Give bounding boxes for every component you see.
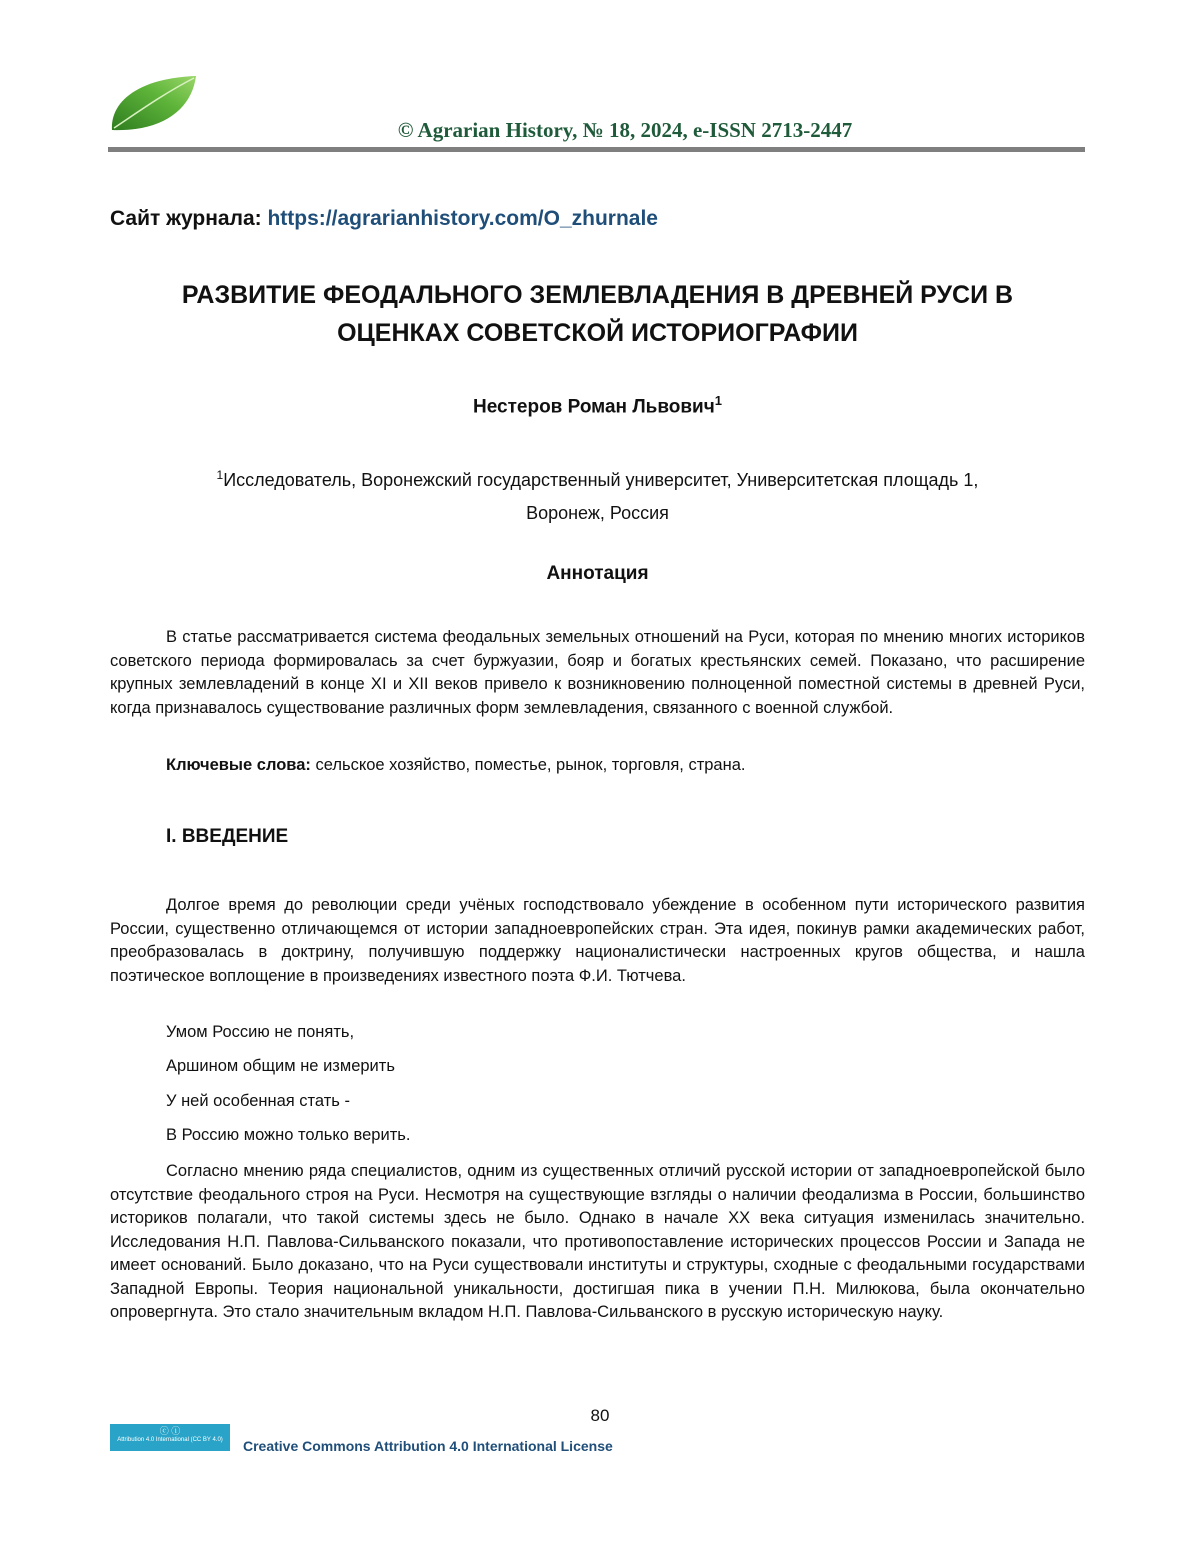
keywords-list: сельское хозяйство, поместье, рынок, торговля, страна. — [310, 756, 746, 774]
affiliation-line-2: Воронеж, Россия — [526, 503, 669, 523]
author-affiliation — [110, 459, 1085, 530]
poem-line: В Россию можно только верить. — [166, 1126, 411, 1144]
abstract-text: В статье рассматривается система феодальных земельных отношений на Руси, которая по мнению многих историков советского периода формировалась за счет буржуазии, бояр и богатых крестьянских семей. Показано, что расширение крупных землевладений в конце XI и XII веков привело к возникновению полноценной поместной системы в древней Руси, когда признавалось существование различных форм землевладения, связанного с военной службой. — [110, 628, 1085, 717]
keywords-line — [166, 756, 745, 775]
author-name — [110, 393, 1085, 418]
keywords-label: Ключевые слова: — [166, 756, 311, 774]
poem-line: Умом Россию не понять, — [166, 1023, 355, 1041]
intro-paragraph-2: Согласно мнению ряда специалистов, одним из существенных отличий русской истории от западноевропейской было отсутствие феодального строя на Руси. Несмотря на существующие взгляды о наличии феодализма в России, большинство историков полагали, что такой системы здесь не было. Однако в начале XX века ситуация изменилась значительно. Исследования Н.П. Павлова-Сильванского показали, что противопоставление исторических процессов России и Запада не имеет оснований. Было доказано, что на Руси существовали институты и структуры, сходные с феодальными государствами Западной Европы. Теория национальной уникальности, достигшая пика в учении П.Н. Милюкова, была окончательно опровергнута. Это стало значительным вкладом Н.П. Павлова-Сильванского в русскую историческую науку. — [110, 1162, 1085, 1321]
article-title-line-2: ОЦЕНКАХ СОВЕТСКОЙ ИСТОРИОГРАФИИ — [337, 319, 858, 347]
article-title-line-1: РАЗВИТИЕ ФЕОДАЛЬНОГО ЗЕМЛЕВЛАДЕНИЯ В ДРЕВНЕЙ РУСИ В — [181, 281, 1014, 309]
cc-license-badge[interactable] — [110, 1424, 230, 1451]
article-title — [110, 276, 1085, 352]
author-name-text: Нестеров Роман Львович — [472, 396, 715, 418]
cc-license-link[interactable]: Creative Commons Attribution 4.0 International License — [243, 1438, 613, 1454]
poem-line: Аршином общим не измерить — [166, 1057, 395, 1075]
abstract-heading: Аннотация — [546, 563, 649, 584]
header-divider — [108, 147, 1085, 152]
section-heading: I. ВВЕДЕНИЕ — [166, 826, 289, 847]
affiliation-superscript: 1 — [216, 468, 224, 482]
site-label: Сайт журнала: — [110, 207, 262, 230]
page-number: 80 — [590, 1406, 610, 1425]
poem-line: У ней особенная стать - — [166, 1092, 350, 1110]
journal-header-title: © Agrarian History, № 18, 2024, e-ISSN 2713-2447 — [397, 118, 853, 142]
author-superscript: 1 — [714, 393, 722, 408]
leaf-icon — [108, 72, 200, 134]
cc-badge-text: Attribution 4.0 International (CC BY 4.0) — [117, 1437, 223, 1443]
journal-site-line — [110, 207, 658, 231]
affiliation-line-1: Исследователь, Воронежский государственный университет, Университетская площадь 1, — [223, 470, 979, 490]
intro-paragraph-1: Долгое время до революции среди учёных господствовало убеждение в особенном пути исторического развития России, существенно отличающемся от истории западноевропейских стран. Эта идея, покинув рамки академических работ, преобразовалась в доктрину, получившую поддержку националистически настроенных кругов общества, и нашла поэтическое воплощение в произведениях известного поэта Ф.И. Тютчева. — [110, 896, 1085, 985]
site-url-link[interactable]: https://agrarianhistory.com/O_zhurnale — [267, 207, 658, 230]
cc-by-icon: ⓒ ⓘ — [159, 1426, 181, 1436]
